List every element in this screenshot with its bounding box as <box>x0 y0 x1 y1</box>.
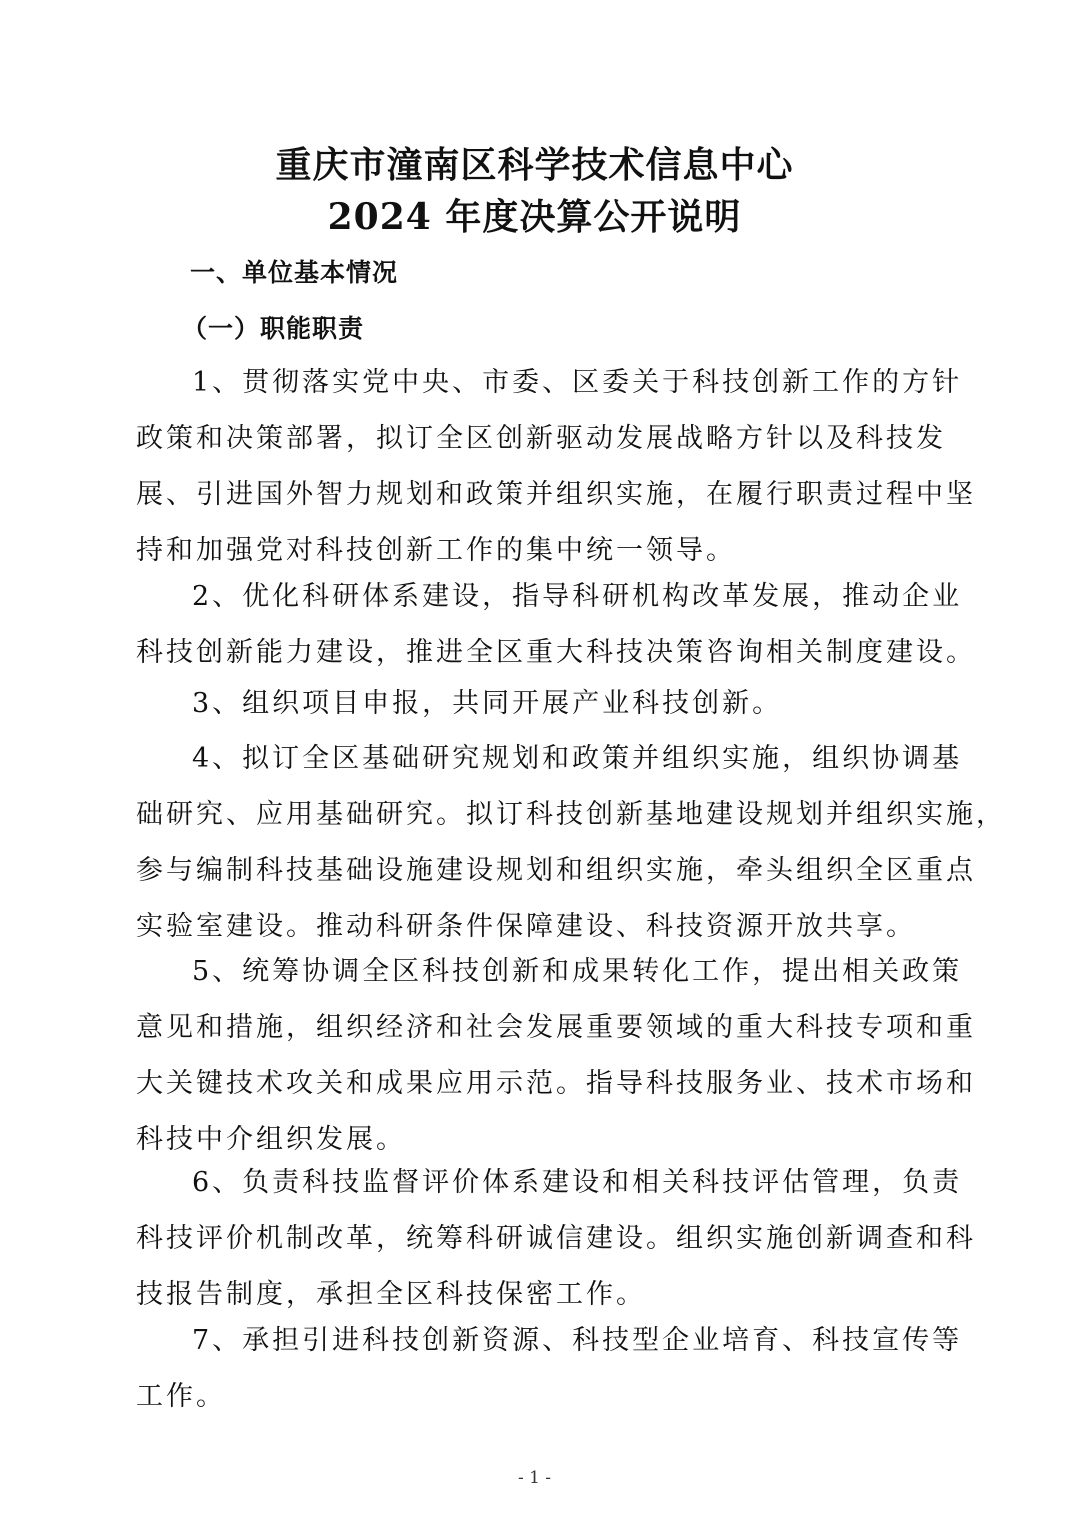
section-heading: 一、单位基本情况 <box>190 258 399 287</box>
paragraph-line: 技报告制度，承担全区科技保密工作。 <box>136 1279 646 1310</box>
document-title-line2: 2024 年度决算公开说明 <box>327 196 742 238</box>
paragraph-line: 持和加强党对科技创新工作的集中统一领导。 <box>136 535 736 566</box>
paragraph-line: 大关键技术攻关和成果应用示范。指导科技服务业、技术市场和 <box>136 1068 976 1099</box>
paragraph-line: 础研究、应用基础研究。拟订科技创新基地建设规划并组织实施， <box>136 799 1006 830</box>
paragraph-3 <box>136 676 936 732</box>
paragraph-6 <box>136 1155 976 1323</box>
paragraph-4 <box>136 731 1006 955</box>
paragraph-line: 实验室建设。推动科研条件保障建设、科技资源开放共享。 <box>136 911 916 942</box>
paragraph-line: 科技评价机制改革，统筹科研诚信建设。组织实施创新调查和科 <box>136 1223 976 1254</box>
document-title-line1: 重庆市潼南区科学技术信息中心 <box>275 144 794 186</box>
paragraph-2 <box>136 569 976 681</box>
paragraph-line: 5、统筹协调全区科技创新和成果转化工作，提出相关政策 <box>192 956 963 987</box>
paragraph-line: 意见和措施，组织经济和社会发展重要领域的重大科技专项和重 <box>136 1012 976 1043</box>
paragraph-line: 参与编制科技基础设施建设规划和组织实施，牵头组织全区重点 <box>136 855 976 886</box>
paragraph-7 <box>136 1313 963 1425</box>
paragraph-line: 政策和决策部署，拟订全区创新驱动发展战略方针以及科技发 <box>136 423 946 454</box>
paragraph-line: 展、引进国外智力规划和政策并组织实施，在履行职责过程中坚 <box>136 479 976 510</box>
paragraph-line: 3、组织项目申报，共同开展产业科技创新。 <box>192 688 783 719</box>
subsection-heading: （一）职能职责 <box>182 314 365 343</box>
paragraph-line: 7、承担引进科技创新资源、科技型企业培育、科技宣传等 <box>192 1325 963 1356</box>
paragraph-line: 科技中介组织发展。 <box>136 1124 406 1155</box>
page-number: - 1 - <box>517 1468 552 1488</box>
paragraph-line: 4、拟订全区基础研究规划和政策并组织实施，组织协调基 <box>192 743 963 774</box>
paragraph-line: 2、优化科研体系建设，指导科研机构改革发展，推动企业 <box>192 581 963 612</box>
paragraph-line: 工作。 <box>136 1381 226 1412</box>
paragraph-5 <box>136 944 976 1168</box>
paragraph-1 <box>136 355 976 579</box>
paragraph-line: 6、负责科技监督评价体系建设和相关科技评估管理，负责 <box>192 1167 963 1198</box>
paragraph-line: 科技创新能力建设，推进全区重大科技决策咨询相关制度建设。 <box>136 637 976 668</box>
paragraph-line: 1、贯彻落实党中央、市委、区委关于科技创新工作的方针 <box>192 367 963 398</box>
